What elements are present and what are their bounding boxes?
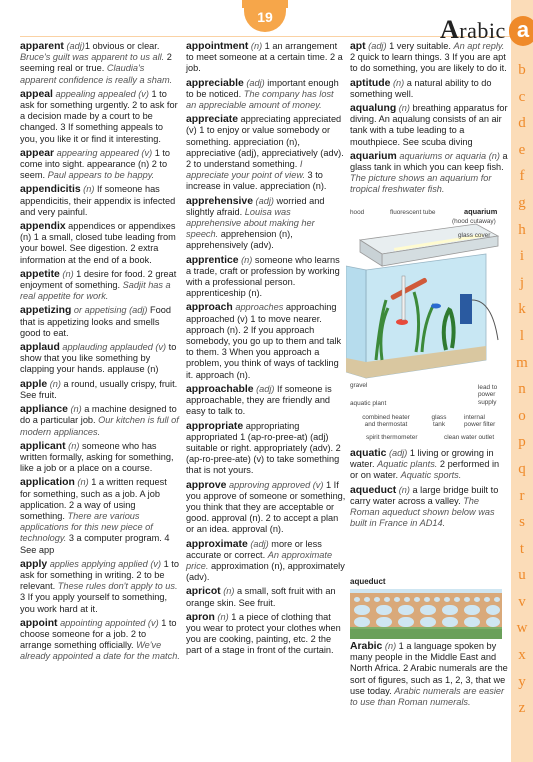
aquarium-diagram: [346, 207, 502, 441]
entry-definition: 1 to choose someone for a job. 2 to arrange something officially.: [20, 617, 177, 651]
entry-definition: 3 If you apply yourself to something, you work hard at it.: [20, 592, 168, 614]
entry-headword: applaud: [20, 342, 60, 354]
entry-definition: breathing apparatus for diving. An aqualung consists of an air tank with a tube leading to a mouthpiece. See scuba diving: [350, 103, 508, 147]
dictionary-entry: [20, 221, 180, 266]
dictionary-entry: [20, 342, 180, 376]
aqueduct-illustration: [350, 589, 502, 639]
entry-part-of-speech: (adj): [63, 41, 85, 51]
label-plant: aquatic plant: [350, 400, 387, 407]
alphabet-letter-y[interactable]: y: [518, 673, 526, 690]
entry-part-of-speech: (adj): [253, 383, 275, 394]
entry-part-of-speech: (n): [248, 41, 263, 51]
column-3-end: [350, 641, 508, 711]
entry-part-of-speech: (adj): [247, 538, 269, 549]
entry-definition: appreciating appreciated (v) 1 to enjoy or value somebody or something. appreciation (n), appreciative (adj), appreciatively (adv). 2 to understand something.: [186, 114, 344, 170]
alphabet-letter-m[interactable]: m: [516, 354, 528, 371]
entry-example: An approximate price.: [186, 549, 333, 571]
dictionary-entry: [20, 184, 180, 218]
entry-headword: apple: [20, 378, 48, 390]
entry-part-of-speech: (n): [396, 103, 410, 114]
label-glass: glass tank: [431, 414, 447, 429]
header-rule: [20, 36, 510, 37]
entry-headword: appliance: [20, 404, 68, 416]
dictionary-entry: [20, 41, 180, 86]
column-2: [186, 41, 346, 660]
dictionary-entry: [20, 305, 180, 339]
entry-definition: someone who learns a trade, craft or profession by working with a professional person. apprenticeship (n).: [186, 254, 340, 299]
entry-definition: 1 a language spoken by many people in the Middle East and North Africa. 2 Arabic numerals are the sort of figures, such as 1, 2, 3, that we use today.: [350, 641, 508, 696]
alphabet-letter-p[interactable]: p: [518, 434, 526, 451]
entry-headword: apprentice: [186, 254, 239, 266]
entry-example: There are various applications for this new piece of technology.: [20, 510, 153, 544]
entry-part-of-speech: (n): [220, 586, 235, 597]
dictionary-entry: [20, 269, 180, 303]
current-letter-tab[interactable]: a: [509, 16, 533, 46]
entry-definition: 1 a written request for something, such as a job. A job application. 2 a way of using something.: [20, 477, 167, 521]
entry-headword: aquatic: [350, 448, 387, 459]
entry-headword: appendicitis: [20, 184, 81, 196]
alphabet-letter-c[interactable]: c: [518, 88, 526, 105]
alphabet-letter-j[interactable]: j: [519, 274, 525, 291]
label-hood: hood: [350, 209, 365, 216]
entry-headword: appreciate: [186, 114, 238, 126]
entry-definition: to show that you like something by clapping your hands. applause (n): [20, 342, 177, 375]
entry-headword: Arabic: [350, 641, 383, 652]
alphabet-letter-l[interactable]: l: [519, 327, 525, 344]
dictionary-entry: [186, 302, 346, 380]
entry-example: Arabic numerals are easier to use than Roman numerals.: [350, 685, 505, 708]
entry-example: We've already appointed a date for the match.: [20, 640, 180, 662]
dictionary-entry: [350, 103, 508, 148]
dictionary-entry: [186, 421, 346, 477]
entry-definition: apprehension (n), apprehensively (adv).: [186, 229, 293, 251]
alphabet-letter-d[interactable]: d: [518, 115, 526, 132]
entry-definition: Food that is appetizing looks and smells good to eat.: [20, 305, 171, 338]
entry-example: Paul appears to be happy.: [47, 170, 155, 181]
entry-definition: 1 If you approve of someone or something, you think that they are acceptable or good. approval (n). 2 to accept a plan or an idea. approval (n).: [186, 479, 346, 535]
entry-example: The company has lost an appreciable amount of money.: [186, 88, 334, 111]
alphabet-letter-g[interactable]: g: [518, 194, 526, 211]
dictionary-entry: [350, 448, 508, 482]
entry-part-of-speech: (adj): [253, 195, 274, 206]
dictionary-entry: [186, 586, 346, 608]
alphabet-letter-r[interactable]: r: [519, 487, 525, 504]
alphabet-letter-z[interactable]: z: [518, 700, 526, 717]
dictionary-entry: [20, 441, 180, 475]
aqueduct-label: aqueduct: [350, 577, 386, 586]
entry-definition: approaching approached (v) 1 to move nearer. approach (n). 2 If you approach somebody, you go up to them and talk to them. 3 When you approach a problem, you think of ways of tackling it. approach (n).: [186, 302, 342, 380]
entry-headword: applicant: [20, 440, 66, 452]
dictionary-entry: [186, 539, 346, 584]
entry-part-of-speech: (n): [382, 641, 397, 651]
entry-example: These rules don't apply to us.: [57, 581, 178, 592]
entry-part-of-speech: (n): [74, 477, 89, 488]
page-number: 19: [244, 2, 286, 32]
entry-example: Aquatic plants.: [377, 459, 438, 470]
entry-headword: appropriate: [186, 420, 244, 432]
entry-example: Aquatic sports.: [400, 470, 462, 481]
entry-definition: appropriating appropriated 1 (ap-ro-pree-at) (adj) suitable or right. appropriately (adv). 2 (ap-ro-pree-ate) (v) to take something that is not yours.: [186, 420, 341, 476]
entry-definition: 1 to come into sight. appearance (n) 2 to seem.: [20, 147, 171, 181]
entry-part-of-speech: (n): [59, 268, 74, 279]
label-thermo: spirit thermometer: [366, 434, 418, 441]
dictionary-entry: [20, 618, 180, 663]
label-cover: glass cover: [458, 232, 491, 239]
entry-headword: aquarium: [350, 150, 397, 162]
entry-headword: aqueduct: [350, 484, 397, 496]
alphabet-letter-k[interactable]: k: [518, 301, 526, 318]
entry-headword: appointment: [186, 41, 249, 52]
column-3: [350, 41, 508, 199]
entry-headword: approachable: [186, 383, 254, 395]
entry-definition: approximation (n), approximately (adv).: [186, 560, 345, 583]
dictionary-entry: [186, 41, 346, 75]
dictionary-entry: [20, 379, 180, 401]
entry-definition: a round, usually crispy, fruit. See fruit.: [20, 378, 178, 400]
entry-headword: appoint: [20, 617, 58, 629]
entry-part-of-speech: (n): [396, 484, 410, 495]
label-gravel: gravel: [350, 382, 368, 389]
alphabet-letter-w[interactable]: w: [516, 620, 528, 637]
entry-headword: appear: [20, 147, 55, 159]
entry-part-of-speech: approaches: [232, 302, 284, 313]
entry-definition: a small, soft fruit with an orange skin. See fruit.: [186, 586, 336, 608]
entry-part-of-speech: applies applying applied (v): [47, 558, 162, 569]
entry-definition: more or less accurate or correct.: [186, 538, 322, 560]
entry-part-of-speech: approving approved (v): [226, 479, 324, 490]
alphabet-index: [511, 62, 533, 727]
entry-part-of-speech: (n): [47, 378, 61, 389]
entry-definition: appendices or appendixes (n) 1 a small, closed tube leading from your bowel. See digestion. 2 extra information at the end of a book.: [20, 221, 176, 265]
label-heater: combined heater and thermostat: [362, 414, 410, 429]
entry-headword: appreciable: [186, 77, 244, 89]
entry-part-of-speech: applauding applauded (v): [59, 342, 167, 353]
entry-part-of-speech: (adj): [386, 448, 408, 458]
entry-headword: apprehensive: [186, 195, 253, 207]
entry-part-of-speech: appearing appeared (v): [54, 147, 153, 158]
label-lead: lead to power supply: [478, 384, 498, 406]
entry-headword: apply: [20, 558, 48, 570]
alphabet-letter-u[interactable]: u: [518, 567, 526, 584]
entry-headword: apt: [350, 41, 366, 52]
entry-example: Sadjit has a real appetite for work.: [20, 280, 171, 302]
dictionary-entry: [186, 612, 346, 657]
entry-example: I appreciate your point of view.: [186, 159, 305, 181]
entry-definition: 1 a piece of clothing that you wear to protect your clothes when you are cooking, painting, etc. 2 the part of a stage in front of the curtain.: [186, 611, 341, 656]
entry-headword: appendix: [20, 221, 66, 233]
dictionary-entry: [350, 78, 508, 100]
entry-headword: approve: [186, 479, 227, 491]
entry-example: Our kitchen is full of modern appliances.: [20, 415, 179, 437]
dictionary-entry: [186, 78, 346, 112]
entry-definition: a machine designed to do a particular job.: [20, 404, 177, 426]
entry-example: Claudia's apparent confidence is really a sham.: [20, 63, 173, 85]
entry-part-of-speech: appointing appointed (v): [57, 617, 159, 628]
entry-part-of-speech: (adj): [243, 77, 265, 88]
entry-definition: 1 to ask for something in writing. 2 to be relevant.: [20, 558, 179, 592]
dictionary-entry: [186, 196, 346, 252]
entry-example: Louisa was apprehensive about making her speech.: [186, 206, 315, 240]
entry-definition: 1 living or growing in water.: [350, 448, 494, 470]
dictionary-entry: [20, 477, 180, 555]
column-3-lower: [350, 448, 508, 532]
alphabet-letter-e[interactable]: e: [518, 141, 526, 158]
entry-part-of-speech: or appetising (adj): [71, 305, 148, 316]
dictionary-entry: [20, 89, 180, 145]
entry-part-of-speech: (n): [65, 440, 80, 451]
entry-definition: 1 an arrangement to meet someone at a certain time. 2 a job.: [186, 41, 343, 74]
entry-headword: apparent: [20, 41, 64, 52]
entry-definition: 2 performed in or on water.: [350, 459, 500, 481]
column-1: [20, 41, 180, 666]
entry-definition: 1 to ask for something urgently. 2 to ask for a decision made by a court to be changed. 3 If something appeals to you, you like it or find it interesting.: [20, 88, 178, 144]
entry-definition: 1 obvious or clear.: [84, 41, 160, 51]
entry-headword: appetite: [20, 268, 60, 280]
dictionary-entry: [186, 114, 346, 192]
alphabet-letter-o[interactable]: o: [518, 407, 526, 424]
entry-example: An apt reply.: [453, 41, 505, 51]
alphabet-letter-i[interactable]: i: [519, 248, 525, 265]
entry-part-of-speech: (adj): [365, 41, 387, 51]
dictionary-entry: [186, 480, 346, 536]
entry-example: Bruce's guilt was apparent to us all.: [20, 52, 165, 63]
entry-part-of-speech: (n): [67, 404, 82, 415]
entry-definition: If someone has appendicitis, their appendix is infected and very painful.: [20, 184, 176, 217]
entry-example: The picture shows an aquarium for tropical freshwater fish.: [350, 173, 492, 195]
entry-part-of-speech: aquariums or aquaria (n): [396, 150, 500, 161]
alphabet-letter-n[interactable]: n: [518, 381, 526, 398]
entry-definition: 1 very suitable.: [386, 41, 454, 51]
dictionary-entry: [186, 255, 346, 300]
alphabet-letter-h[interactable]: h: [518, 221, 526, 238]
entry-headword: appetizing: [20, 305, 72, 317]
entry-definition: 3 to increase in value. appreciation (n).: [186, 170, 327, 192]
alphabet-letter-q[interactable]: q: [518, 460, 526, 477]
entry-headword: approximate: [186, 538, 248, 550]
entry-part-of-speech: appealing appealed (v): [52, 88, 149, 99]
label-subtitle: (hood cutaway): [452, 218, 496, 225]
entry-part-of-speech: (n): [214, 611, 229, 622]
entry-definition: 2 seeming real or true.: [20, 52, 172, 74]
entry-definition: worried and slightly afraid.: [186, 195, 325, 217]
entry-headword: aptitude: [350, 77, 391, 89]
alphabet-letter-t[interactable]: t: [519, 540, 525, 557]
entry-part-of-speech: (n): [80, 184, 95, 195]
alphabet-letter-s[interactable]: s: [519, 514, 525, 531]
entry-headword: application: [20, 477, 75, 489]
entry-headword: appeal: [20, 88, 53, 100]
entry-headword: approach: [186, 302, 233, 314]
entry-definition: a glass tank in which you can keep fish.: [350, 150, 508, 173]
label-outlet: clean water outlet: [444, 434, 495, 441]
entry-part-of-speech: (n): [390, 77, 405, 88]
entry-definition: important enough to be noticed.: [186, 77, 339, 99]
label-filter: internal power filter: [464, 414, 496, 429]
dictionary-entry: [350, 151, 508, 196]
entry-headword: apricot: [186, 586, 221, 598]
entry-definition: someone who has written formally, asking for something, like a job or a place on a course.: [20, 440, 174, 474]
entry-part-of-speech: (n): [238, 254, 253, 265]
dictionary-entry: [20, 148, 180, 182]
alphabet-letter-x[interactable]: x: [518, 647, 526, 664]
entry-definition: 3 a computer program. 4 See app: [20, 533, 170, 555]
entry-example: The Roman aqueduct shown below was built in France in AD14.: [350, 495, 495, 529]
label-tube: fluorescent tube: [390, 209, 436, 216]
alphabet-letter-f[interactable]: f: [519, 168, 525, 185]
dictionary-entry: [350, 641, 508, 708]
page-heading: Arabic: [440, 15, 506, 44]
dictionary-entry: [350, 41, 508, 75]
dictionary-entry: [350, 485, 508, 530]
entry-headword: apron: [186, 611, 215, 623]
dictionary-entry: [186, 384, 346, 418]
label-title: aquarium: [464, 207, 498, 216]
alphabet-letter-b[interactable]: b: [518, 62, 526, 78]
entry-definition: a large bridge built to carry water across a valley.: [350, 484, 499, 506]
entry-definition: a natural ability to do something well.: [350, 77, 492, 99]
entry-definition: 2 quick to learn things. 3 If you are apt to do something, you are likely to do it.: [350, 52, 507, 74]
entry-headword: aqualung: [350, 103, 397, 115]
dictionary-entry: [20, 559, 180, 615]
entry-definition: 1 desire for food. 2 great enjoyment of something.: [20, 268, 177, 291]
alphabet-letter-v[interactable]: v: [518, 593, 526, 610]
entry-definition: If someone is approachable, they are friendly and easy to talk to.: [186, 383, 332, 417]
dictionary-entry: [20, 404, 180, 438]
